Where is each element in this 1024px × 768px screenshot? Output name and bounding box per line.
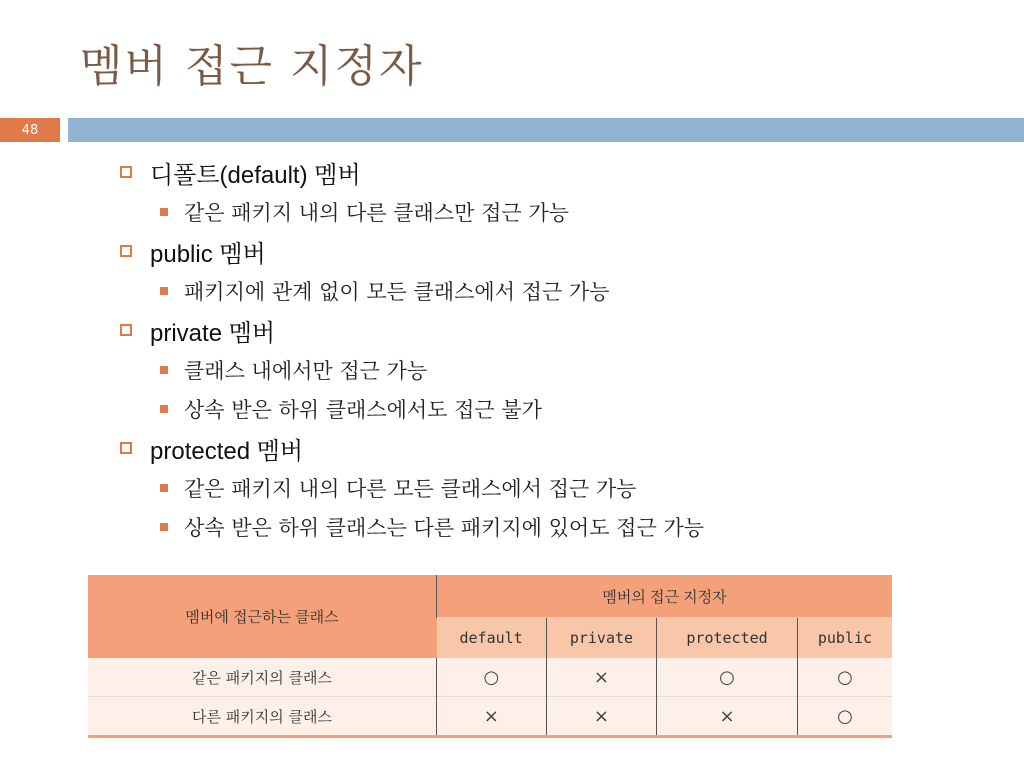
bullet-text: protected 멤버 (150, 437, 304, 465)
group-header: 멤버의 접근 지정자 (437, 575, 893, 618)
square-bullet-icon (120, 245, 132, 257)
bullet-level2 (120, 192, 1000, 231)
bullet-level1 (120, 231, 1000, 271)
square-bullet-icon (120, 324, 132, 336)
bullet-text: 같은 패키지 내의 다른 클래스만 접근 가능 (184, 200, 569, 225)
bullet-level2 (120, 507, 1000, 546)
column-header-public: public (797, 618, 892, 659)
page-number-badge: 48 (0, 118, 60, 142)
bullet-text: 디폴트(default) 멤버 (150, 161, 361, 189)
bullet-level1 (120, 310, 1000, 350)
bullet-text: 같은 패키지 내의 다른 모든 클래스에서 접근 가능 (184, 476, 637, 501)
table-cell: × (437, 697, 547, 737)
bullet-level2 (120, 389, 1000, 428)
bullet-level1 (120, 152, 1000, 192)
filled-square-bullet-icon (160, 484, 168, 492)
filled-square-bullet-icon (160, 523, 168, 531)
header-bar (68, 118, 1024, 142)
bullet-level2 (120, 468, 1000, 507)
table-row (88, 658, 892, 697)
table-row (88, 697, 892, 737)
column-header-default: default (437, 618, 547, 659)
square-bullet-icon (120, 442, 132, 454)
bullet-text: 상속 받은 하위 클래스는 다른 패키지에 있어도 접근 가능 (184, 515, 704, 540)
bullet-text: 클래스 내에서만 접근 가능 (184, 358, 428, 383)
bullet-text: public 멤버 (150, 240, 266, 268)
filled-square-bullet-icon (160, 287, 168, 295)
slide-title: 멤버 접근 지정자 (80, 41, 424, 92)
table-cell: × (546, 697, 657, 737)
row-label: 다른 패키지의 클래스 (88, 697, 437, 737)
bullet-text: 상속 받은 하위 클래스에서도 접근 불가 (184, 397, 542, 422)
bullet-list (120, 152, 1000, 546)
table-cell: × (546, 658, 657, 697)
table-cell: × (657, 697, 798, 737)
bullet-text: 패키지에 관계 없이 모든 클래스에서 접근 가능 (184, 279, 610, 304)
square-bullet-icon (120, 166, 132, 178)
bullet-level1 (120, 428, 1000, 468)
filled-square-bullet-icon (160, 405, 168, 413)
column-header-protected: protected (657, 618, 798, 659)
row-label: 같은 패키지의 클래스 (88, 658, 437, 697)
filled-square-bullet-icon (160, 208, 168, 216)
table-cell: ○ (797, 658, 892, 697)
table-header-row (88, 575, 892, 618)
table-cell: ○ (797, 697, 892, 737)
bullet-level2 (120, 350, 1000, 389)
corner-header: 멤버에 접근하는 클래스 (88, 575, 437, 658)
column-header-private: private (546, 618, 657, 659)
bullet-text: private 멤버 (150, 319, 276, 347)
bullet-level2 (120, 271, 1000, 310)
access-modifier-table (88, 575, 892, 738)
filled-square-bullet-icon (160, 366, 168, 374)
table-cell: ○ (657, 658, 798, 697)
table-cell: ○ (437, 658, 547, 697)
